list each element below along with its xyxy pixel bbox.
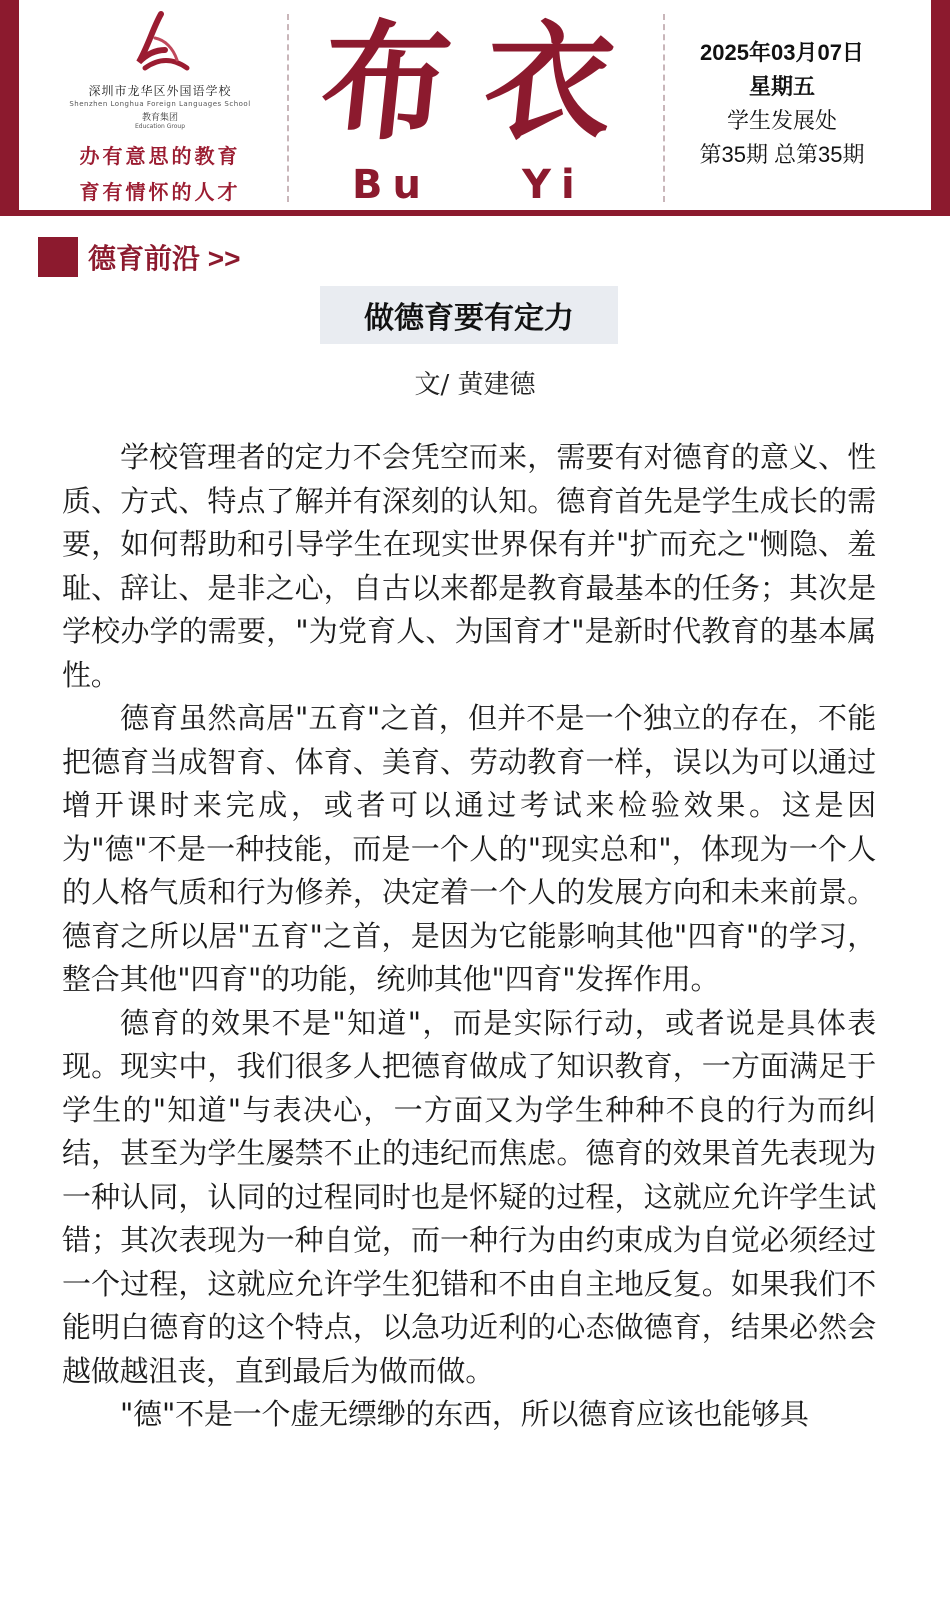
article-paragraph: 德育虽然高居"五育"之首，但并不是一个独立的存在，不能把德育当成智育、体育、美育、劳动教育一样，误以为可以通过增开课时来完成，或者可以通过考试来检验效果。这是因为"德"不是一种技能，而是一个人的"现实总和"，体现为一个人的人格气质和行为修养，决定着一个人的发展方向和未来前景。德育之所以居"五育"之首，是因为它能影响其他"四育"的学习，整合其他"四育"的功能，统帅其他"四育"发挥作用。: [62, 701, 876, 996]
section-label: 德育前沿 >>: [88, 243, 241, 274]
masthead-char-2: 衣: [477, 8, 621, 158]
article-paragraph: 德育的效果不是"知道"，而是实际行动，或者说是具体表现。现实中，我们很多人把德育做成了知识教育，一方面满足于学生的"知道"与表决心，一方面又为学生种种不良的行为而纠结，甚至为学生屡禁不止的违纪而焦虑。德育的效果首先表现为一种认同，认同的过程同时也是怀疑的过程，这就应允许学生试错；其次表现为一种自觉，而一种行为由约束成为自觉必须经过一个过程，这就应允许学生犯错和不由自主地反复。如果我们不能明白德育的这个特点，以急功近利的心态做德育，结果必然会越做越沮丧，直到最后为做而做。: [62, 1005, 876, 1388]
right-edge-bar: [931, 0, 950, 216]
article-paragraph: "德"不是一个虚无缥缈的东西，所以德育应该也能够具: [120, 1397, 809, 1431]
school-logo-block: [40, 10, 280, 210]
header-divider-left: [287, 14, 289, 202]
issue-department: 学生发展处: [726, 108, 837, 133]
section-heading: [38, 236, 240, 278]
masthead-latin-2: Yi: [522, 162, 585, 208]
masthead: [300, 8, 650, 208]
article-body: [62, 436, 876, 1437]
article-title-box: [320, 286, 618, 344]
article-title: 做德育要有定力: [364, 302, 574, 335]
header-divider-right: [663, 14, 665, 202]
motto-line-1: 办有意思的教育: [79, 144, 241, 168]
article-byline: 文/ 黄建德: [414, 370, 536, 400]
school-logo-icon: [125, 10, 195, 80]
article-paragraph: 学校管理者的定力不会凭空而来，需要有对德育的意义、性质、方式、特点了解并有深刻的认知。德育首先是学生成长的需要，如何帮助和引导学生在现实世界保有并"扩而充之"恻隐、羞耻、辞让、是非之心，自古以来都是教育最基本的任务；其次是学校办学的需要，"为党育人、为国育才"是新时代教育的基本属性。: [62, 440, 876, 692]
left-edge-bar: [0, 0, 19, 216]
issue-info: [672, 36, 892, 172]
motto-line-2: 育有情怀的人才: [79, 180, 241, 204]
section-marker: [38, 237, 78, 277]
masthead-char-1: 布: [314, 8, 458, 158]
issue-date: 2025年03月07日: [700, 40, 864, 65]
header-bottom-rule: [0, 210, 950, 216]
issue-weekday: 星期五: [748, 74, 815, 99]
school-name-en: Shenzhen Longhua Foreign Languages School: [69, 100, 251, 108]
masthead-latin-1: Bu: [352, 162, 431, 208]
school-name-cn: 深圳市龙华区外国语学校: [88, 84, 232, 98]
group-name-cn: 教育集团: [141, 113, 178, 123]
issue-number: 第35期 总第35期: [699, 142, 865, 167]
group-name-en: Education Group: [134, 123, 186, 130]
